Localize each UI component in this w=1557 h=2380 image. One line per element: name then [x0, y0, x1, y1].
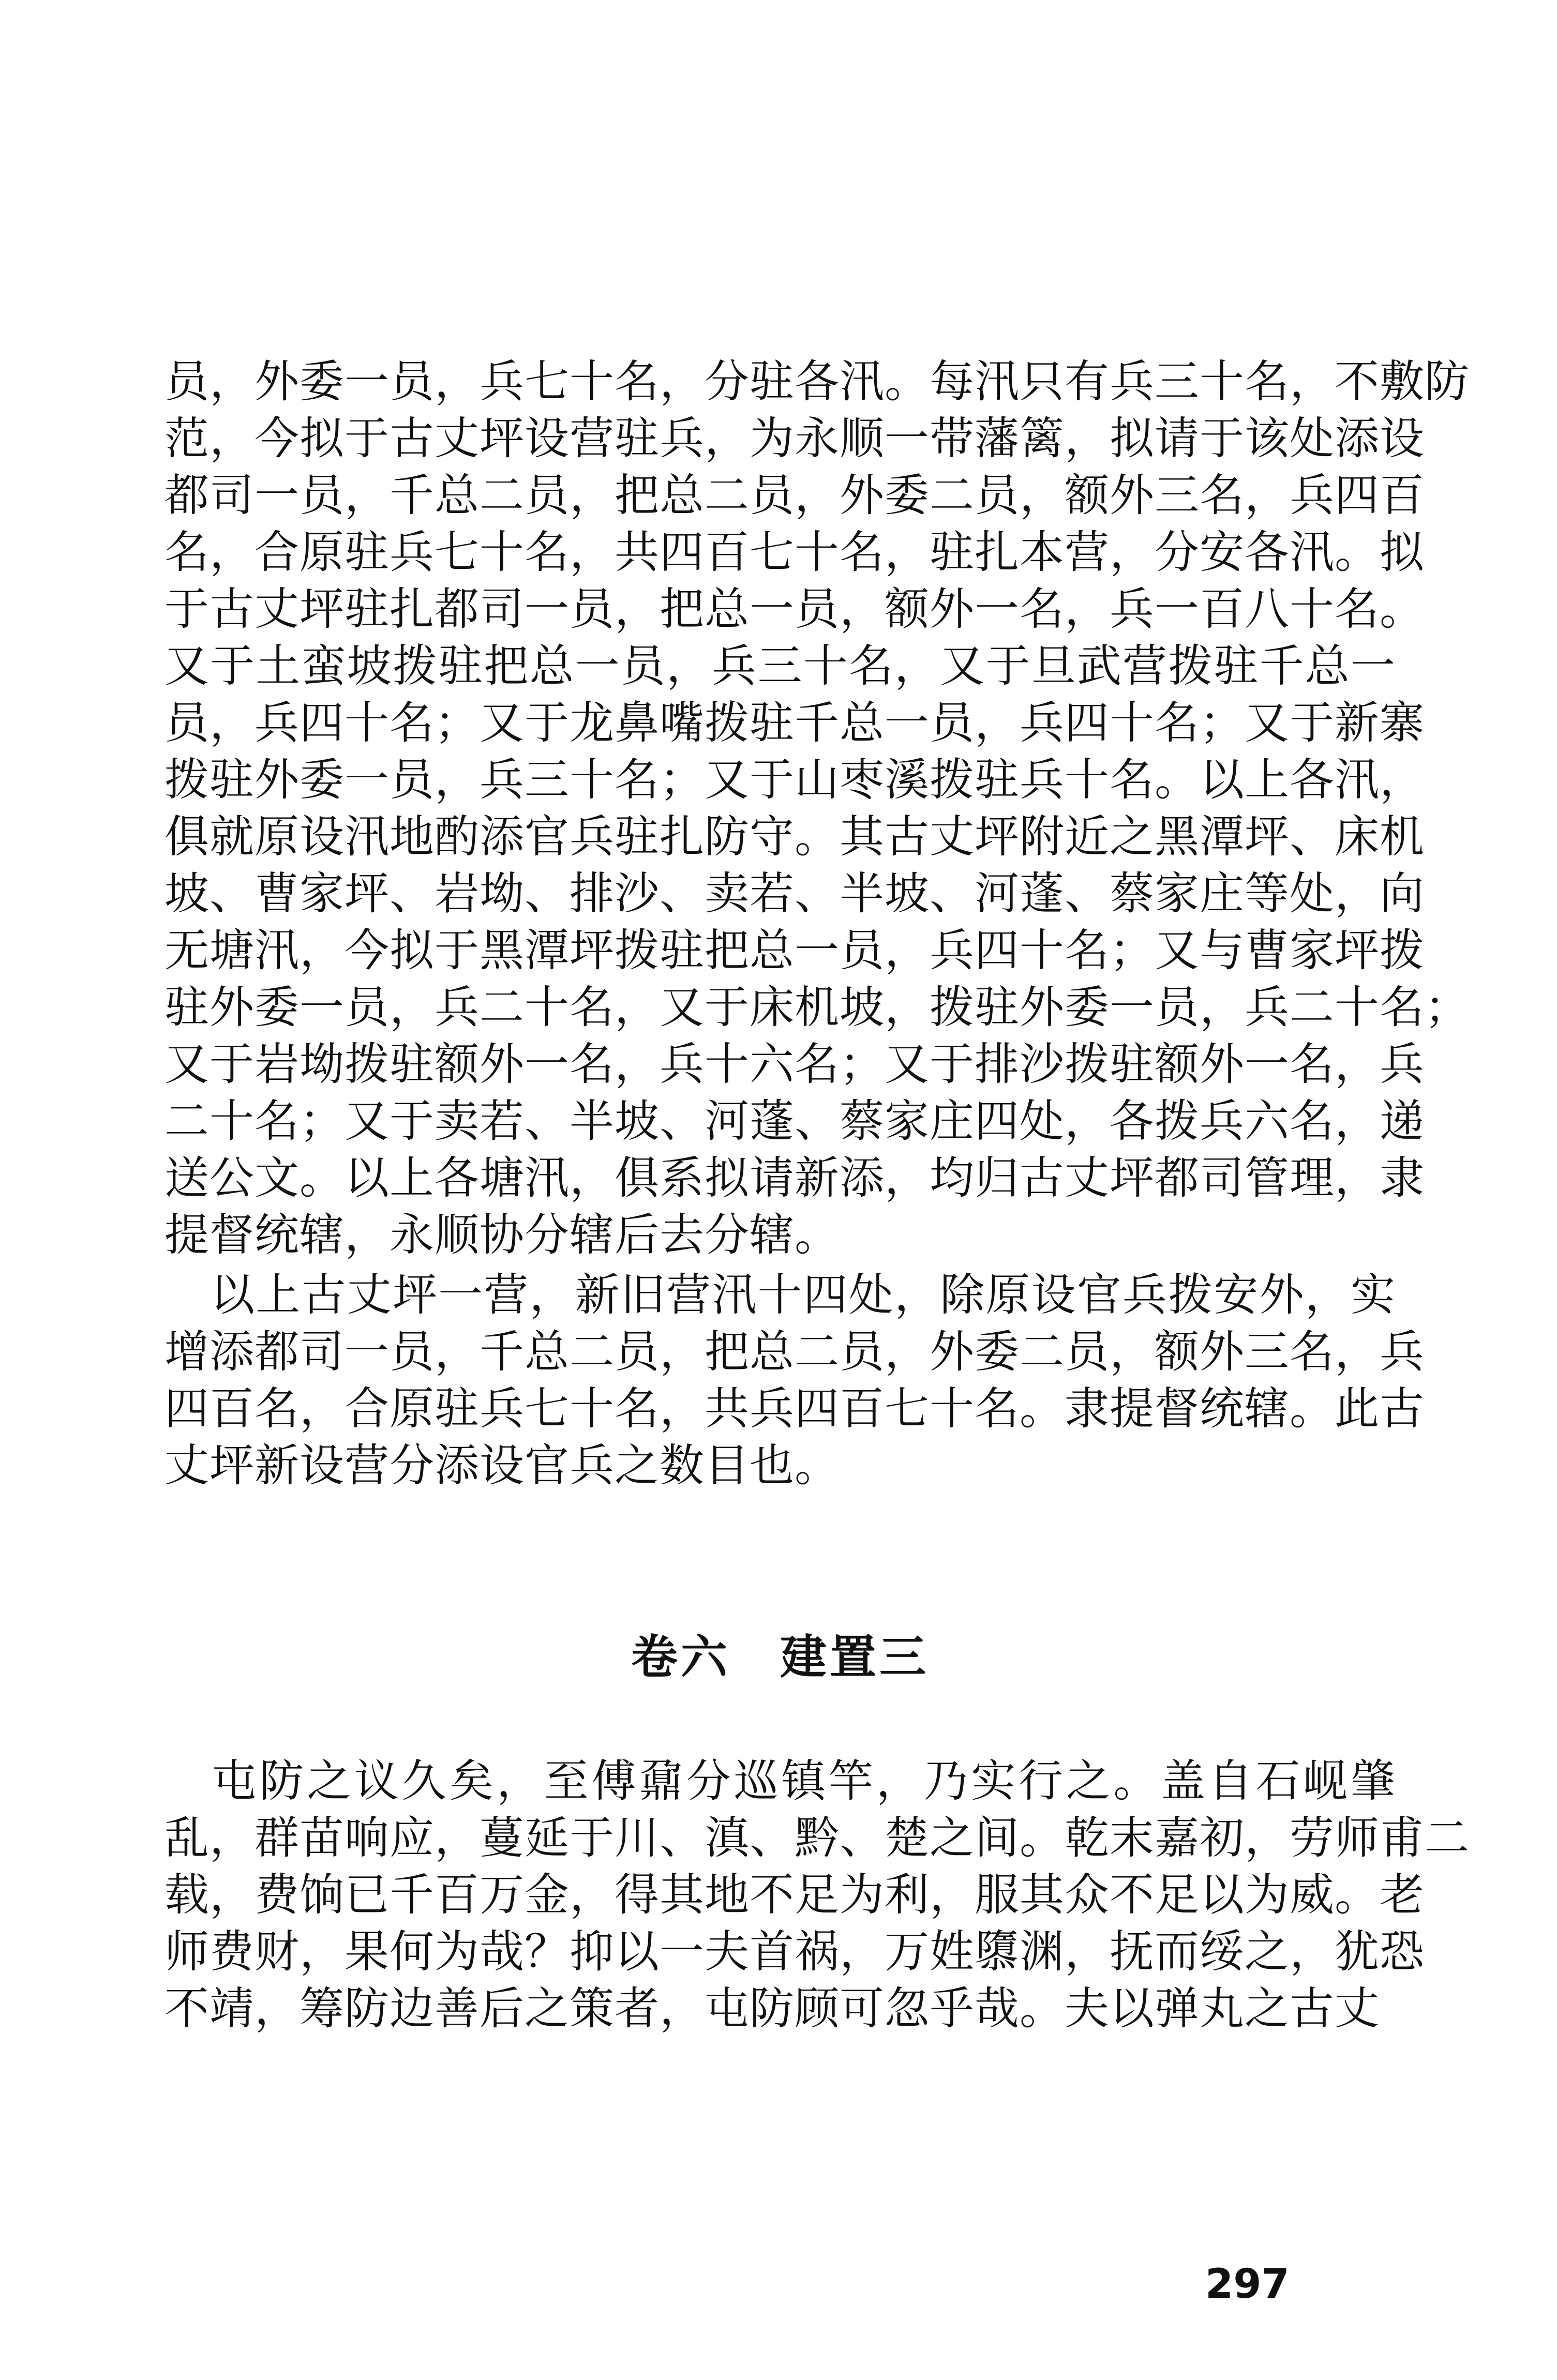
text-line: 屯防之议久矣，至傅鼐分巡镇竿，乃实行之。盖自石岘肇: [164, 1755, 1396, 1807]
text-line: 不靖，筹防边善后之策者，屯防顾可忽乎哉。夫以弹丸之古丈: [164, 1983, 1380, 2035]
text-line: 四百名，合原驻兵七十名，共兵四百七十名。隶提督统辖。此古: [164, 1383, 1425, 1435]
text-line: 员，兵四十名；又于龙鼻嘴拨驻千总一员，兵四十名；又于新寨: [164, 697, 1425, 749]
text-line: 员，外委一员，兵七十名，分驻各汛。每汛只有兵三十名，不敷防: [164, 356, 1470, 408]
page-number: 297: [1205, 2261, 1290, 2308]
text-line: 提督统辖，永顺协分辖后去分辖。: [164, 1209, 840, 1261]
paragraph-tunfang-discussion: [164, 1755, 1470, 2041]
paragraph-guzhangping-summary: [164, 1269, 1425, 1498]
text-line: 送公文。以上各塘汛，俱系拟请新添，均归古丈坪都司管理，隶: [164, 1152, 1425, 1204]
text-line: 二十名；又于卖若、半坡、河蓬、蔡家庄四处，各拨兵六名，递: [164, 1095, 1425, 1147]
text-line: 名，合原驻兵七十名，共四百七十名，驻扎本营，分安各汛。拟: [164, 526, 1425, 578]
text-line: 都司一员，千总二员，把总二员，外委二员，额外三名，兵四百: [164, 470, 1425, 521]
section-title: 卷六 建置三: [631, 1630, 929, 1684]
text-line: 以上古丈坪一营，新旧营汛十四处，除原设官兵拨安外，实: [164, 1269, 1396, 1321]
text-line: 于古丈坪驻扎都司一员，把总一员，额外一名，兵一百八十名。: [164, 583, 1425, 635]
text-line: 乱，群苗响应，蔓延于川、滇、黔、楚之间。乾末嘉初，劳师甫二: [164, 1812, 1470, 1864]
text-line: 又于岩坳拨驻额外一名，兵十六名；又于排沙拨驻额外一名，兵: [164, 1038, 1425, 1090]
text-line: 增添都司一员，千总二员，把总二员，外委二员，额外三名，兵: [164, 1326, 1425, 1378]
text-line: 师费财，果何为哉？抑以一夫首祸，万姓隳渊，抚而绥之，犹恐: [164, 1926, 1425, 1978]
text-line: 又于土蛮坡拨驻把总一员，兵三十名，又于旦武营拨驻千总一: [164, 640, 1396, 692]
text-line: 载，费饷已千百万金，得其地不足为利，服其众不足以为威。老: [164, 1869, 1425, 1921]
text-line: 拨驻外委一员，兵三十名；又于山枣溪拨驻兵十名。以上各汛，: [164, 754, 1425, 806]
text-line: 范，今拟于古丈坪设营驻兵，为永顺一带藩篱，拟请于该处添设: [164, 413, 1425, 464]
text-line: 驻外委一员，兵二十名，又于床机坡，拨驻外委一员，兵二十名；: [164, 982, 1470, 1033]
text-line: 坡、曹家坪、岩坳、排沙、卖若、半坡、河蓬、蔡家庄等处，向: [164, 868, 1425, 920]
paragraph-garrison-allocation: [164, 356, 1470, 1267]
text-line: 无塘汛，今拟于黑潭坪拨驻把总一员，兵四十名；又与曹家坪拨: [164, 925, 1425, 976]
text-line: 丈坪新设营分添设官兵之数目也。: [164, 1440, 840, 1492]
text-line: 俱就原设汛地酌添官兵驻扎防守。其古丈坪附近之黑潭坪、床机: [164, 811, 1425, 863]
